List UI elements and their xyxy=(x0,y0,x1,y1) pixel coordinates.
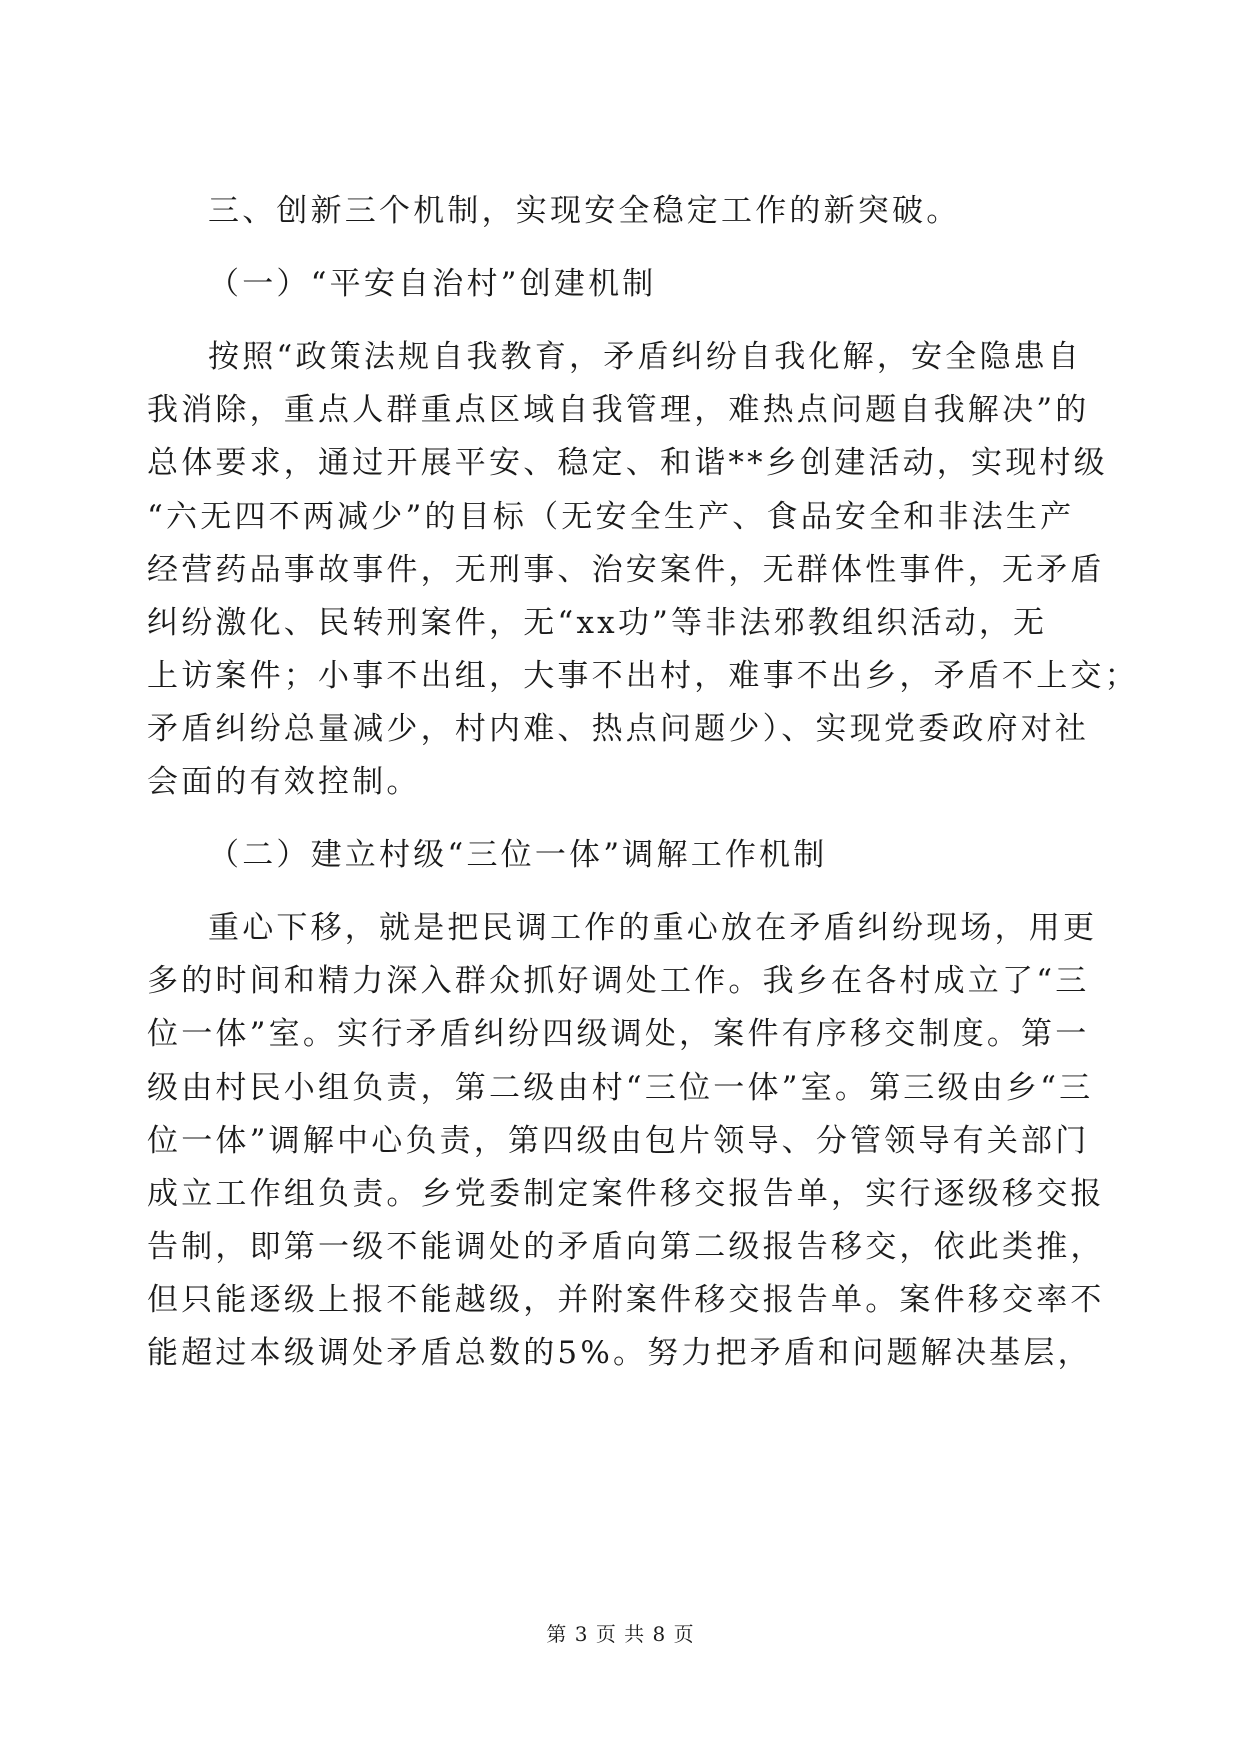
body-text-line: 位一体”室。实行矛盾纠纷四级调处，案件有序移交制度。第一 xyxy=(147,1016,1090,1052)
body-text-line: 重心下移，就是把民调工作的重心放在矛盾纠纷现场，用更 xyxy=(208,910,1098,946)
body-text-line: 总体要求，通过开展平安、稳定、和谐**乡创建活动，实现村级 xyxy=(147,445,1108,481)
body-text-line: 位一体”调解中心负责，第四级由包片领导、分管领导有关部门 xyxy=(147,1123,1090,1159)
body-text-line: 纠纷激化、民转刑案件，无“xx功”等非法邪教组织活动，无 xyxy=(147,605,1048,641)
body-text-line: 多的时间和精力深入群众抓好调处工作。我乡在各村成立了“三 xyxy=(147,963,1090,999)
subsection-heading: （一）“平安自治村”创建机制 xyxy=(208,266,657,302)
section-heading: 三、创新三个机制，实现安全稳定工作的新突破。 xyxy=(208,193,961,229)
body-text-line: 上访案件；小事不出组，大事不出村，难事不出乡，矛盾不上交； xyxy=(147,658,1139,694)
body-text-line: 但只能逐级上报不能越级，并附案件移交报告单。案件移交率不 xyxy=(147,1282,1105,1318)
body-text-line: 告制，即第一级不能调处的矛盾向第二级报告移交，依此类推， xyxy=(147,1229,1105,1265)
body-text-line: 矛盾纠纷总量减少，村内难、热点问题少）、实现党委政府对社 xyxy=(147,711,1090,747)
body-text-line: 会面的有效控制。 xyxy=(147,764,421,800)
body-text-line: 经营药品事故事件，无刑事、治安案件，无群体性事件，无矛盾 xyxy=(147,552,1105,588)
body-text-line: “六无四不两减少”的目标（无安全生产、食品安全和非法生产 xyxy=(147,499,1075,535)
subsection-heading: （二）建立村级“三位一体”调解工作机制 xyxy=(208,837,828,873)
body-text-line: 按照“政策法规自我教育，矛盾纠纷自我化解，安全隐患自 xyxy=(208,339,1083,375)
page-footer: 第 3 页 共 8 页 xyxy=(546,1622,695,1646)
body-text-line: 我消除，重点人群重点区域自我管理，难热点问题自我解决”的 xyxy=(147,392,1090,428)
body-text-line: 级由村民小组负责，第二级由村“三位一体”室。第三级由乡“三 xyxy=(147,1070,1094,1106)
body-text-line: 能超过本级调处矛盾总数的5%。努力把矛盾和问题解决基层， xyxy=(147,1335,1092,1371)
body-text-line: 成立工作组负责。乡党委制定案件移交报告单，实行逐级移交报 xyxy=(147,1176,1105,1212)
